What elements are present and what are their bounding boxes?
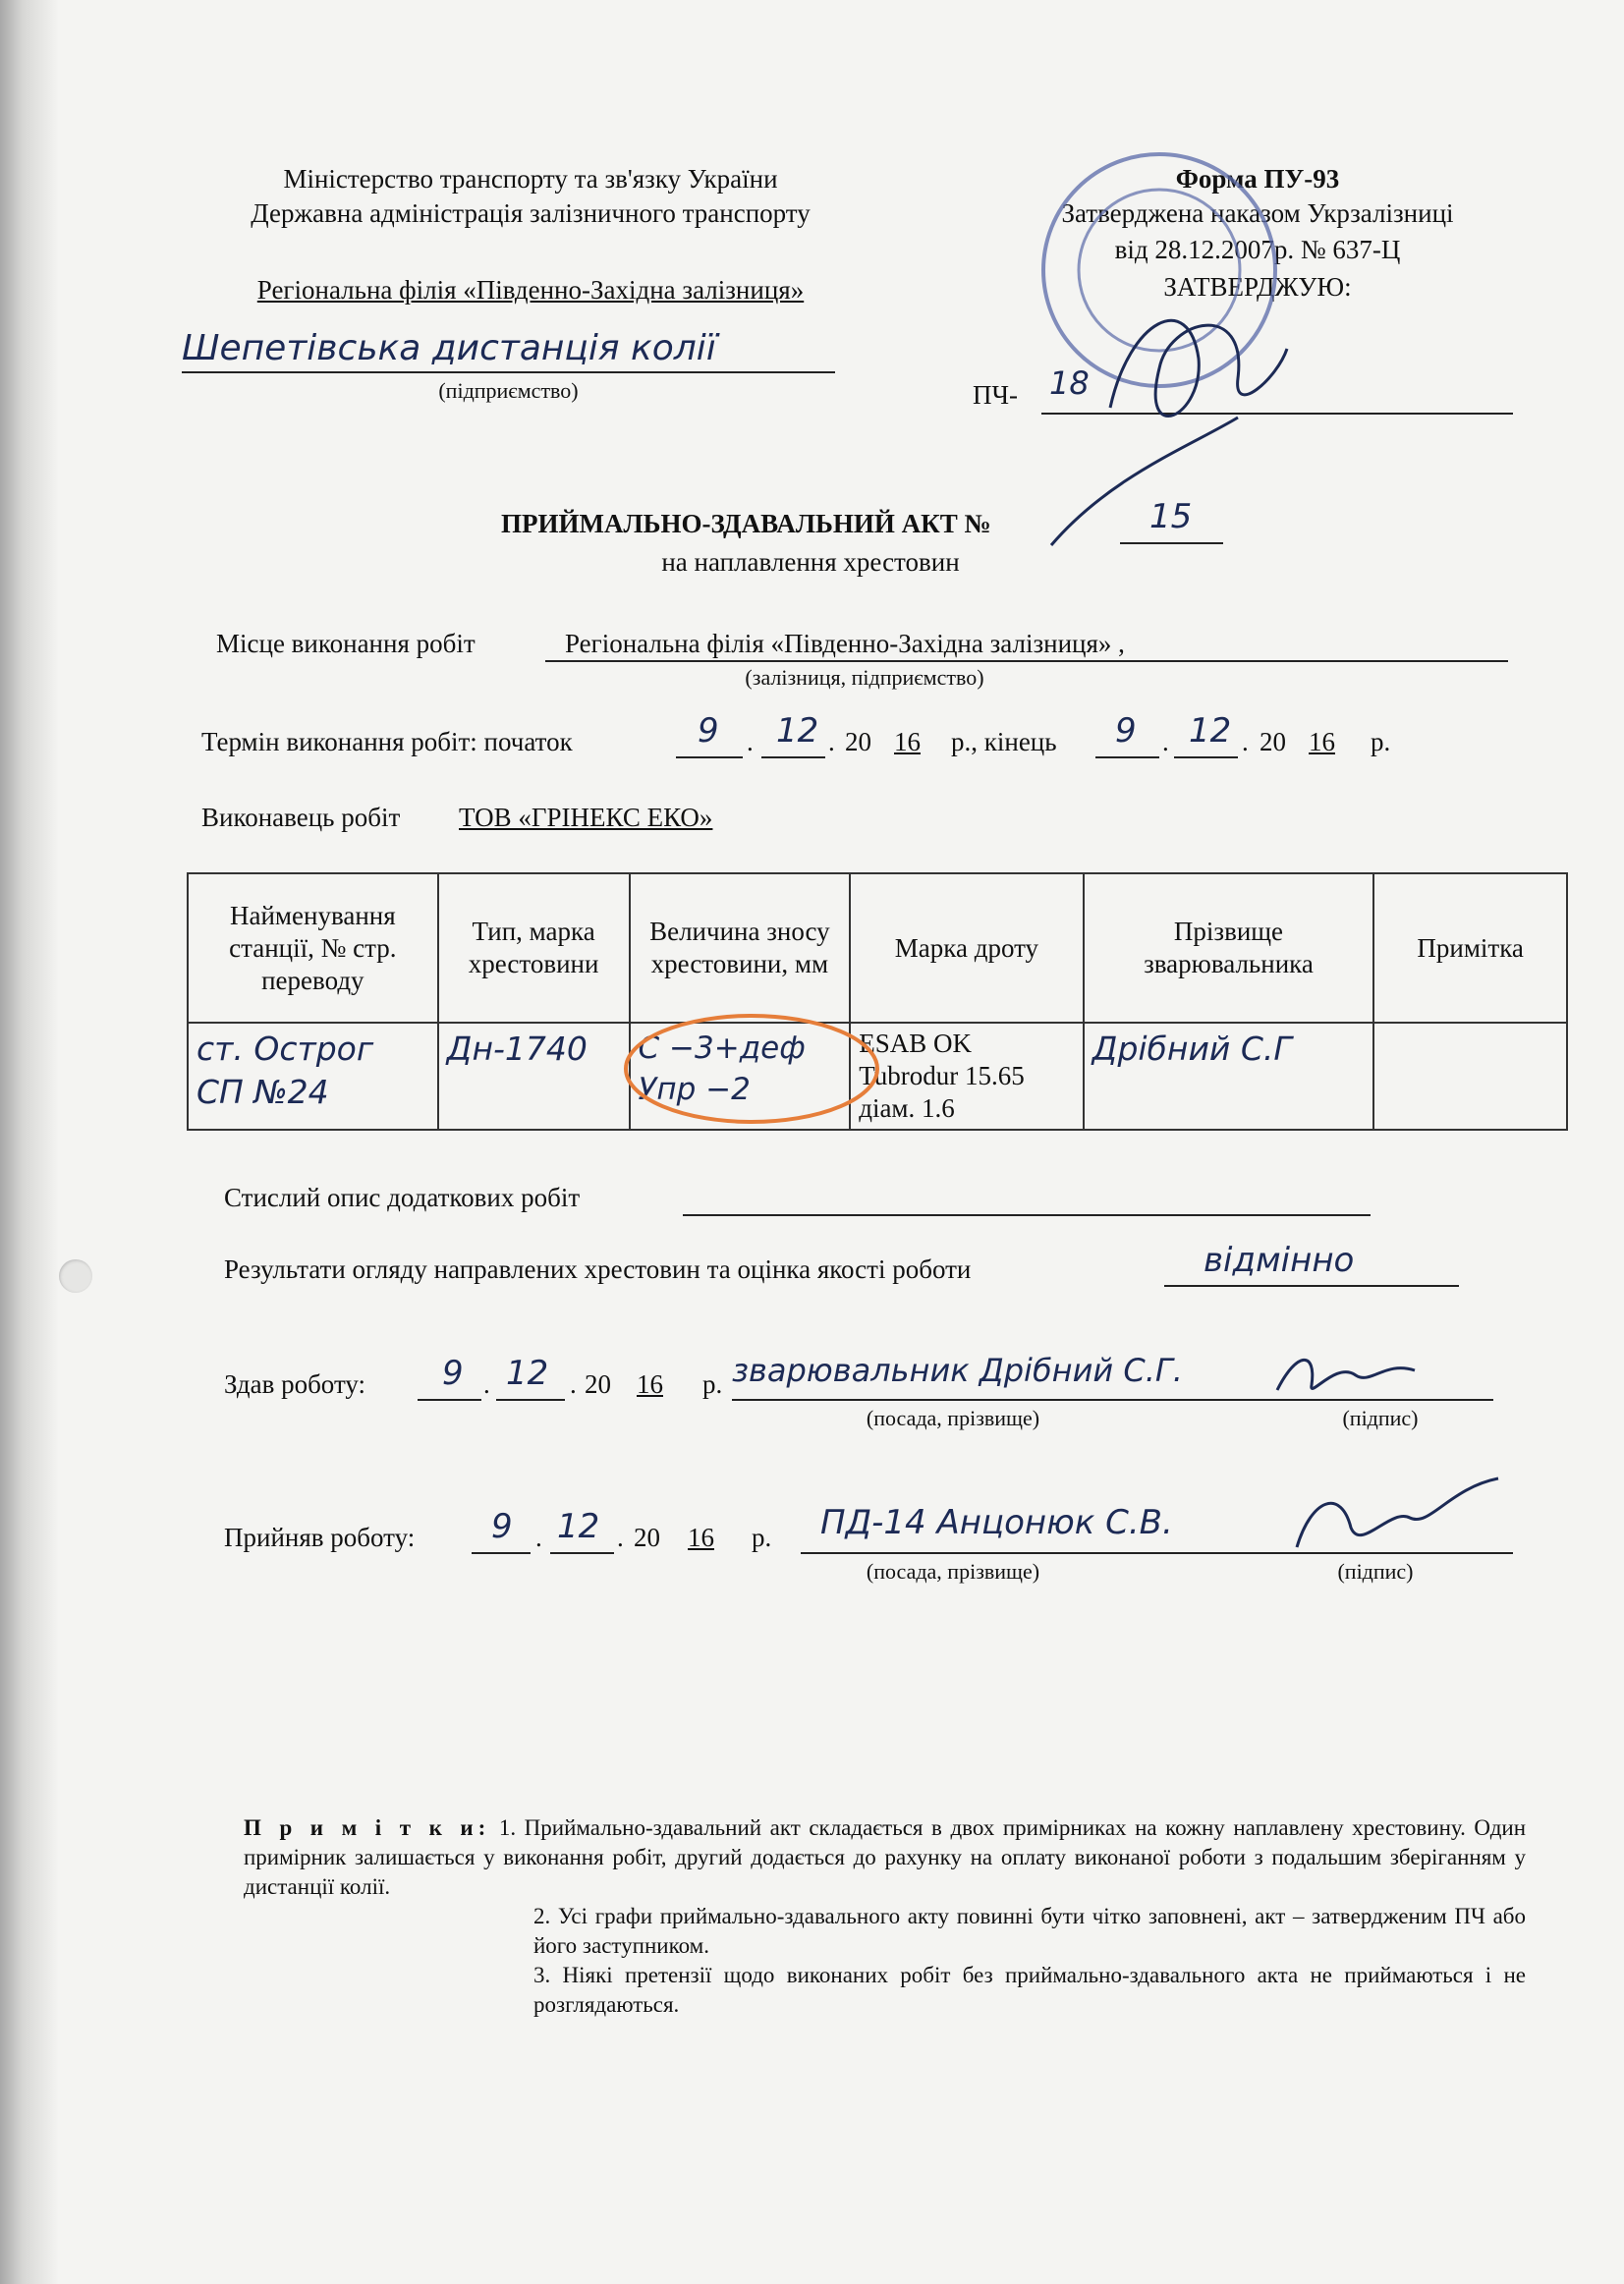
act-title: ПРИЙМАЛЬНО-ЗДАВАЛЬНИЙ АКТ № <box>501 509 991 538</box>
handed-century: 20 <box>585 1369 611 1399</box>
term-end-month-line <box>1174 756 1238 758</box>
term-label: Термін виконання робіт: початок <box>201 727 573 756</box>
cell-wear: С −3+деф Упр −2 <box>638 1031 806 1107</box>
approved-by: Затверджена наказом Укрзалізниці <box>1061 198 1454 228</box>
place-value: Регіональна філія «Південно-Західна залізниця» , <box>565 629 1125 658</box>
th-type: Тип, марка хрестовини <box>438 873 630 1023</box>
term-start-century: 20 <box>845 727 871 756</box>
notes-label: П р и м і т к и: <box>244 1815 491 1840</box>
enterprise-underline <box>182 371 835 373</box>
accepted-month: 12 <box>557 1507 600 1546</box>
note-item-2: 2. Усі графи приймально-здавального акту повинні бути чітко заповнені, акт – затвердженим ПЧ або його заступником. <box>533 1904 1526 1958</box>
note-item-1: 1. Приймально-здавальний акт складається в двох примірниках на кожну наплавлену хрестовину. Один примірник залишається у виконання робіт, другий додається до рахунку на оплату виконаної роботи з подальшим зберіганням у дистанції колії. <box>244 1815 1527 1899</box>
th-note: Примітка <box>1373 873 1567 1023</box>
results-label: Результати огляду направлених хрестовин та оцінка якості роботи <box>224 1254 972 1284</box>
accepted-yr: р. <box>752 1523 772 1552</box>
handed-signature <box>1267 1341 1425 1410</box>
contractor-label: Виконавець робіт <box>201 803 401 832</box>
accepted-year: 16 <box>688 1523 714 1552</box>
handed-year: 16 <box>637 1369 663 1399</box>
place-caption: (залізниця, підприємство) <box>745 665 984 690</box>
scan-shadow <box>0 0 59 2284</box>
branch-line: Регіональна філія «Південно-Західна залізниця» <box>256 275 805 305</box>
term-end-year: 16 <box>1309 727 1335 756</box>
administration-line: Державна адміністрація залізничного транспорту <box>251 198 811 228</box>
accepted-who: ПД-14 Анцонюк С.В. <box>820 1503 1173 1542</box>
accepted-day: 9 <box>491 1507 513 1546</box>
highlight-ellipse <box>619 1010 884 1128</box>
cell-type: Дн-1740 <box>446 1030 588 1068</box>
term-start-day: 9 <box>698 711 719 751</box>
term-end-day-line <box>1095 756 1159 758</box>
pch-handwritten: 18 <box>1049 364 1090 402</box>
contractor-value: ТОВ «ГРІНЕКС ЕКО» <box>459 803 713 832</box>
handed-month: 12 <box>506 1354 549 1393</box>
extra-work-underline <box>683 1214 1371 1216</box>
act-subtitle: на наплавлення хрестовин <box>661 547 960 577</box>
place-label: Місце виконання робіт <box>216 629 476 658</box>
accepted-day-line <box>472 1552 531 1554</box>
handed-who: зварювальник Дрібний С.Г. <box>732 1352 1183 1389</box>
term-start-month-line <box>761 756 825 758</box>
term-end-yr: р. <box>1371 727 1391 756</box>
handed-label: Здав роботу: <box>224 1369 366 1399</box>
cell-note <box>1373 1023 1567 1130</box>
accepted-century: 20 <box>634 1523 660 1552</box>
term-start-day-line <box>676 756 743 758</box>
place-underline <box>545 660 1508 662</box>
form-number: Форма ПУ-93 <box>1175 164 1340 194</box>
handed-day-line <box>418 1399 481 1401</box>
th-wear: Величина зносу хрестовини, мм <box>630 873 851 1023</box>
accepted-signature <box>1282 1469 1508 1557</box>
act-number-underline <box>1120 542 1223 544</box>
approval-date-number: від 28.12.2007р. № 637-Ц <box>1114 235 1401 264</box>
accepted-pos-caption: (посада, прізвище) <box>866 1559 1040 1584</box>
th-station: Найменування станції, № стр. переводу <box>188 873 438 1023</box>
results-handwritten: відмінно <box>1204 1241 1355 1280</box>
handed-yr: р. <box>702 1369 723 1399</box>
approve-label: ЗАТВЕРДЖУЮ: <box>1163 272 1352 302</box>
act-number-handwritten: 15 <box>1149 497 1193 536</box>
note-item-3: 3. Ніякі претензії щодо виконаних робіт без приймально-здавального акта не приймаються і не розглядаються. <box>533 1963 1526 2017</box>
handed-sign-caption: (підпис) <box>1342 1406 1419 1430</box>
results-underline <box>1164 1285 1459 1287</box>
cell-welder: Дрібний С.Г <box>1092 1030 1292 1068</box>
highlight-ellipse-shape <box>626 1016 877 1122</box>
extra-work-label: Стислий опис додаткових робіт <box>224 1183 581 1212</box>
handed-day: 9 <box>442 1354 464 1393</box>
th-wire: Марка дроту <box>850 873 1083 1023</box>
th-welder: Прізвище зварювальника <box>1084 873 1374 1023</box>
term-start-year: 16 <box>894 727 921 756</box>
accepted-month-line <box>550 1552 614 1554</box>
notes-block <box>244 1813 1526 2020</box>
term-middle: р., кінець <box>951 727 1057 756</box>
cell-wire: ESAB OK Tubrodur 15.65 діам. 1.6 <box>850 1023 1083 1130</box>
accepted-sign-caption: (підпис) <box>1337 1559 1414 1584</box>
cell-station: ст. Острог СП №24 <box>196 1030 374 1111</box>
term-end-month: 12 <box>1189 711 1232 751</box>
accepted-label: Прийняв роботу: <box>224 1523 416 1552</box>
handed-pos-caption: (посада, прізвище) <box>866 1406 1040 1430</box>
approval-signature <box>1110 320 1287 416</box>
document-page: Міністерство транспорту та зв'язку України Державна адміністрація залізничного транспорту Регіональна філія «Південно-Західна залізниця» Шепетівська дистанція колії (підприємство) Форма ПУ-93 Затверджена наказом Укрзалізниці від 28.12.2007р. № 637-Ц ЗАТВЕРДЖУЮ: ПЧ- 18 ПРИЙМАЛЬНО-ЗДАВАЛЬНИЙ АКТ № 15 на наплавлення хрестовин Місце виконання робіт Регіональна філія «Південно-Західна залізниця» , (залізниця, підприємство) Термін виконання робіт: початок 9 . 12 . 20 16 р., кінець 9 . 12 . 20 16 р. Виконавець робіт ТОВ «ГРІНЕКС ЕКО» Найменування станції, № стр. переводу Тип, марка хрестовини Величина зносу хрестовини, мм Марка дроту Прізвище зварювальника Примітка ст. Острог СП №24 Дн-1740 С −3+деф Упр −2 ESAB OK Tubrodur 15.65 діам. 1.6 Дрібний С.Г Стислий опис додаткових робіт Результати огляду направлених хрестовин та оцінка якості роботи відмінно Здав роботу: 9 . 12 . 20 16 р. зварювальник Дрібний С.Г. (посада, прізвище) (підпис) Прийняв роботу: 9 . 12 . 20 16 р. ПД-14 Анцонюк С.В. (посада, прізвище) (підпис) П р и м і т к и: 1. Приймально-здавальний акт складається в двох примірниках на кожну наплавлену хрестовину. Один примірник залишається у виконання робіт, другий додається до рахунку на оплату виконаної роботи з подальшим зберіганням у дистанції колії. 2. Усі графи приймально-здавального акту повинні бути чітко заповнені, акт – затвердженим ПЧ або його заступником. 3. Ніякі претензії щодо виконаних робіт без приймально-здавального акта не приймаються і не розглядаються. <box>0 0 1624 2284</box>
term-start-month: 12 <box>776 711 819 751</box>
signature-tail <box>1051 418 1238 545</box>
punch-hole <box>59 1259 92 1293</box>
pch-label: ПЧ- <box>973 380 1019 410</box>
handed-month-line <box>496 1399 565 1401</box>
term-end-century: 20 <box>1260 727 1286 756</box>
term-end-day: 9 <box>1115 711 1137 751</box>
enterprise-handwritten: Шепетівська дистанція колії <box>182 328 716 368</box>
ministry-line: Міністерство транспорту та зв'язку України <box>283 164 778 194</box>
enterprise-caption: (підприємство) <box>438 378 579 403</box>
table-header-row <box>188 873 1567 1023</box>
